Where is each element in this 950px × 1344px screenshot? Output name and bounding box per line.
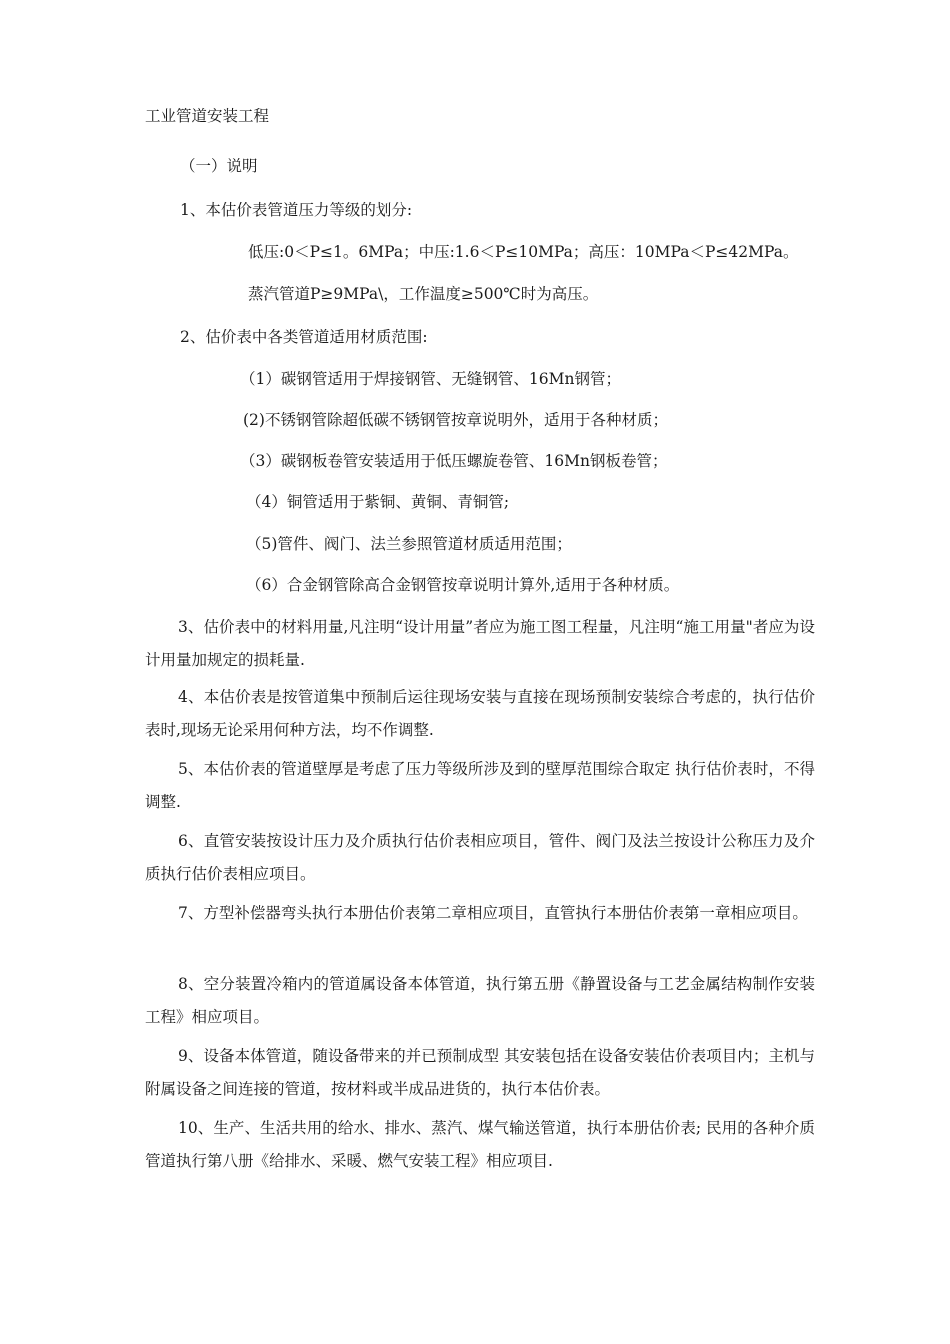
document-title: 工业管道安装工程 [145, 107, 270, 125]
pressure-classes: 低压:0＜P≤1。6MPa；中压:1.6＜P≤10MPa；高压：10MPa＜P≤42MPa。 [248, 243, 799, 261]
sub-item: （3）碳钢板卷管安装适用于低压螺旋卷管、16Mn钢板卷管； [240, 452, 668, 470]
sub-item: （1）碳钢管适用于焊接钢管、无缝钢管、16Mn钢管； [240, 370, 621, 388]
paragraph-5: 5、本估价表的管道壁厚是考虑了压力等级所涉及到的壁厚范围综合取定 执行估价表时，不得调整. [145, 760, 815, 811]
paragraph-8: 8、空分装置冷箱内的管道属设备本体管道，执行第五册《静置设备与工艺金属结构制作安装工程》相应项目。 [145, 975, 815, 1026]
sub-item: （6）合金钢管除高合金钢管按章说明计算外,适用于各种材质。 [246, 576, 680, 594]
paragraph-4: 4、本估价表是按管道集中预制后运往现场安装与直接在现场预制安装综合考虑的，执行估价表时,现场无论采用何种方法，均不作调整. [145, 688, 815, 739]
paragraph-10: 10、生产、生活共用的给水、排水、蒸汽、煤气输送管道，执行本册估价表; 民用的各种介质管道执行第八册《给排水、采暖、燃气安装工程》相应项目. [145, 1119, 815, 1170]
section-heading: （一）说明 [180, 157, 258, 175]
item-2-heading: 2、估价表中各类管道适用材质范围: [180, 328, 428, 346]
item-1-heading: 1、本估价表管道压力等级的划分: [180, 201, 413, 219]
paragraph-9: 9、设备本体管道，随设备带来的并已预制成型 其安装包括在设备安装估价表项目内；主机与附属设备之间连接的管道，按材料或半成品进货的，执行本估价表。 [145, 1047, 815, 1098]
steam-pressure-note: 蒸汽管道P≥9MPa\，工作温度≥500℃时为高压。 [248, 285, 599, 303]
sub-item: (2)不锈钢管除超低碳不锈钢管按章说明外，适用于各种材质； [243, 411, 668, 429]
paragraph-6: 6、直管安装按设计压力及介质执行估价表相应项目，管件、阀门及法兰按设计公称压力及介质执行估价表相应项目。 [145, 832, 815, 883]
sub-item: （4）铜管适用于紫铜、黄铜、青铜管; [246, 493, 510, 511]
sub-item: （5)管件、阀门、法兰参照管道材质适用范围； [246, 535, 572, 553]
paragraph-7: 7、方型补偿器弯头执行本册估价表第二章相应项目，直管执行本册估价表第一章相应项目。 [178, 904, 808, 922]
paragraph-3: 3、估价表中的材料用量,凡注明“设计用量”者应为施工图工程量，凡注明“施工用量"者应为设计用量加规定的损耗量. [145, 618, 815, 669]
